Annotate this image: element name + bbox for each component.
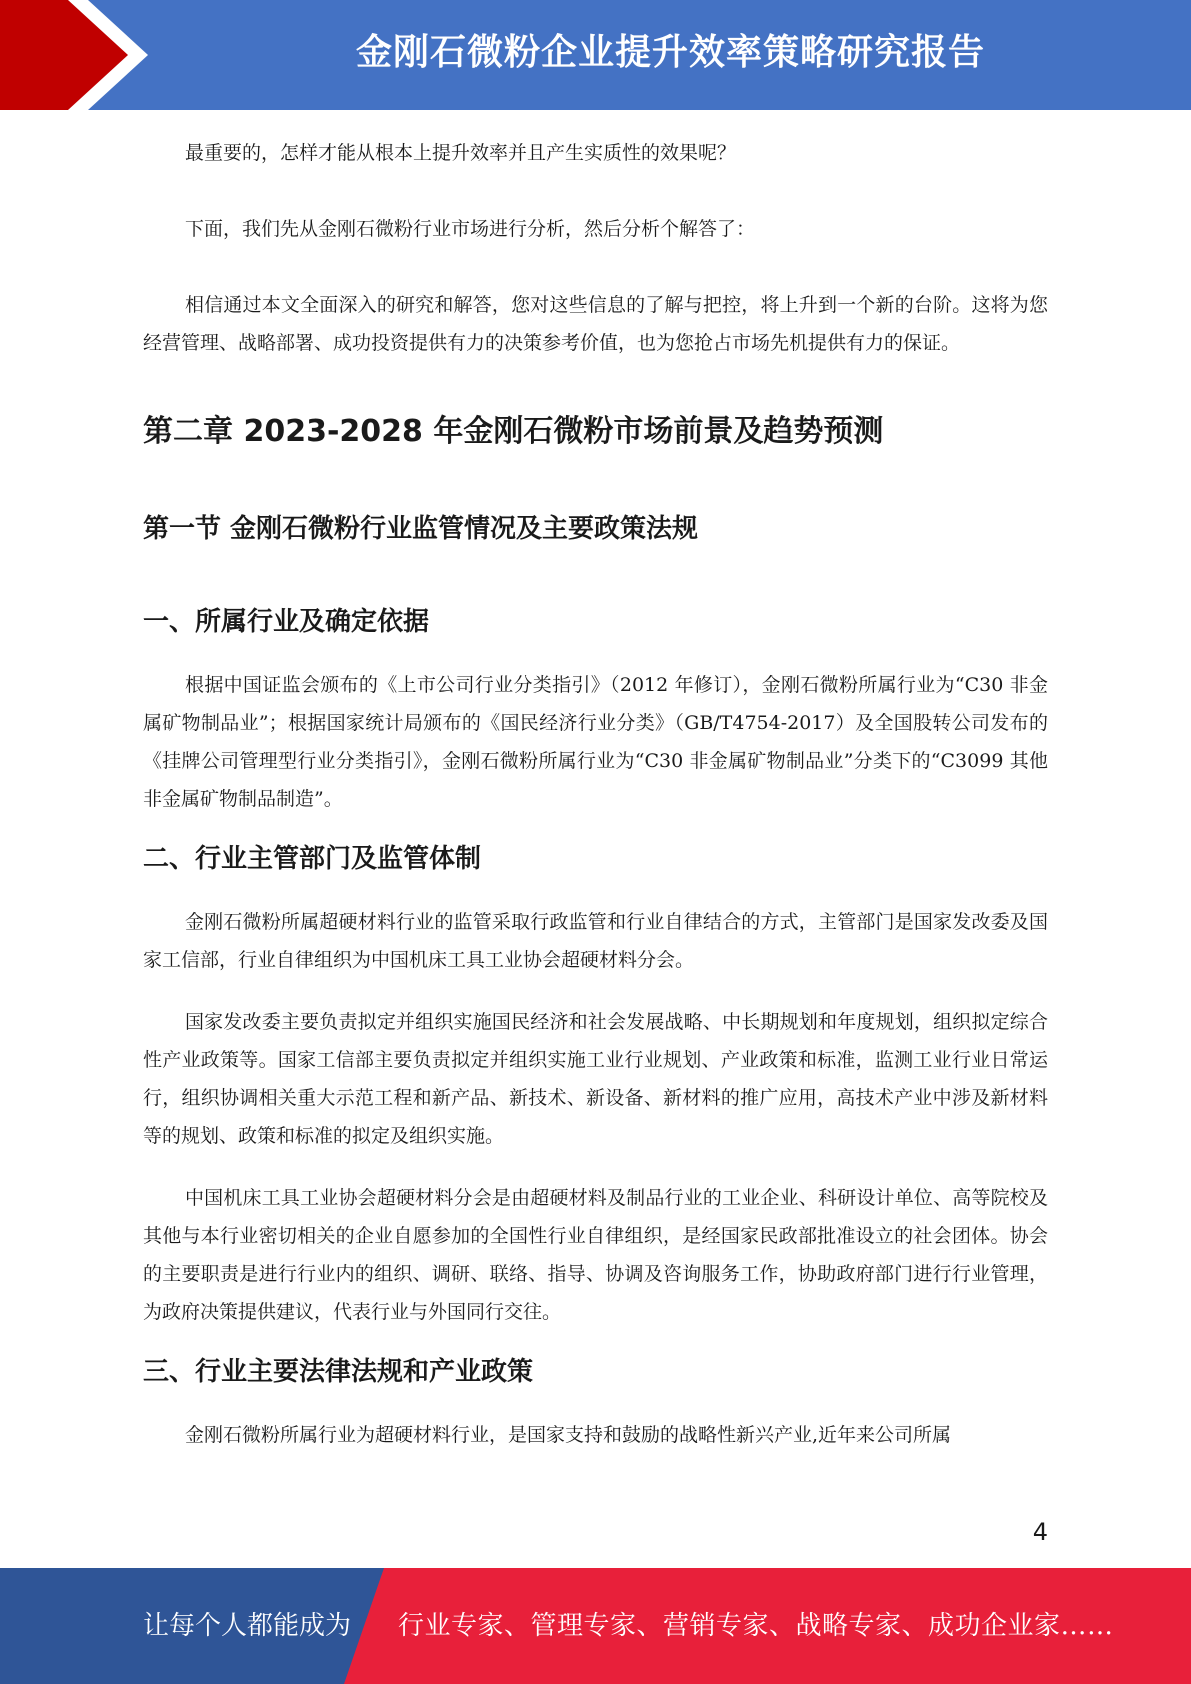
footer-band (0, 1568, 1191, 1684)
intro-paragraph-1: 最重要的，怎样才能从根本上提升效率并且产生实质性的效果呢？ (185, 142, 737, 164)
subsection-heading-1: 一、所属行业及确定依据 (143, 607, 430, 637)
header-arrow-icon (0, 0, 160, 110)
footer-slogan-left: 让每个人都能成为 (143, 1611, 352, 1641)
intro-paragraph-3: 相信通过本文全面深入的研究和解答，您对这些信息的了解与把控，将上升到一个新的台阶。这将为您经营管理、战略部署、成功投资提供有力的决策参考价值，也为您抢占市场先机提供有力的保证。 (143, 294, 1048, 354)
page-number: 4 (1032, 1518, 1048, 1546)
intro-paragraph-2: 下面，我们先从金刚石微粉行业市场进行分析，然后分析个解答了： (185, 218, 756, 240)
subsection-2-paragraph-1: 金刚石微粉所属超硬材料行业的监管采取行政监管和行业自律结合的方式，主管部门是国家发改委及国家工信部，行业自律组织为中国机床工具工业协会超硬材料分会。 (143, 911, 1048, 971)
chapter-heading: 第二章 2023-2028 年金刚石微粉市场前景及趋势预测 (143, 414, 884, 449)
subsection-3-paragraph: 金刚石微粉所属行业为超硬材料行业，是国家支持和鼓励的战略性新兴产业,近年来公司所属 (185, 1424, 952, 1446)
report-title: 金刚石微粉企业提升效率策略研究报告 (355, 32, 985, 73)
subsection-heading-3: 三、行业主要法律法规和产业政策 (143, 1357, 534, 1387)
page-content (143, 130, 1048, 1454)
subsection-2-paragraph-3: 中国机床工具工业协会超硬材料分会是由超硬材料及制品行业的工业企业、科研设计单位、高等院校及其他与本行业密切相关的企业自愿参加的全国性行业自律组织，是经国家民政部批准设立的社会团体。协会的主要职责是进行行业内的组织、调研、联络、指导、协调及咨询服务工作，协助政府部门进行行业管理，为政府决策提供建议，代表行业与外国同行交往。 (143, 1187, 1048, 1323)
header-band (0, 0, 1191, 110)
subsection-2-paragraph-2: 国家发改委主要负责拟定并组织实施国民经济和社会发展战略、中长期规划和年度规划，组织拟定综合性产业政策等。国家工信部主要负责拟定并组织实施工业行业规划、产业政策和标准，监测工业行业日常运行，组织协调相关重大示范工程和新产品、新技术、新设备、新材料的推广应用，高技术产业中涉及新材料等的规划、政策和标准的拟定及组织实施。 (143, 1011, 1048, 1147)
footer-slogan-right: 行业专家、管理专家、营销专家、战略专家、成功企业家…… (398, 1611, 1114, 1641)
subsection-heading-2: 二、行业主管部门及监管体制 (143, 844, 482, 874)
subsection-1-paragraph: 根据中国证监会颁布的《上市公司行业分类指引》（2012 年修订），金刚石微粉所属行业为“C30 非金属矿物制品业”；根据国家统计局颁布的《国民经济行业分类》（GB/T4754-2017）及全国股转公司发布的《挂牌公司管理型行业分类指引》，金刚石微粉所属行业为“C30 非金属矿物制品业”分类下的“C3099 其他非金属矿物制品制造”。 (143, 674, 1048, 810)
section-heading: 第一节 金刚石微粉行业监管情况及主要政策法规 (143, 514, 699, 544)
